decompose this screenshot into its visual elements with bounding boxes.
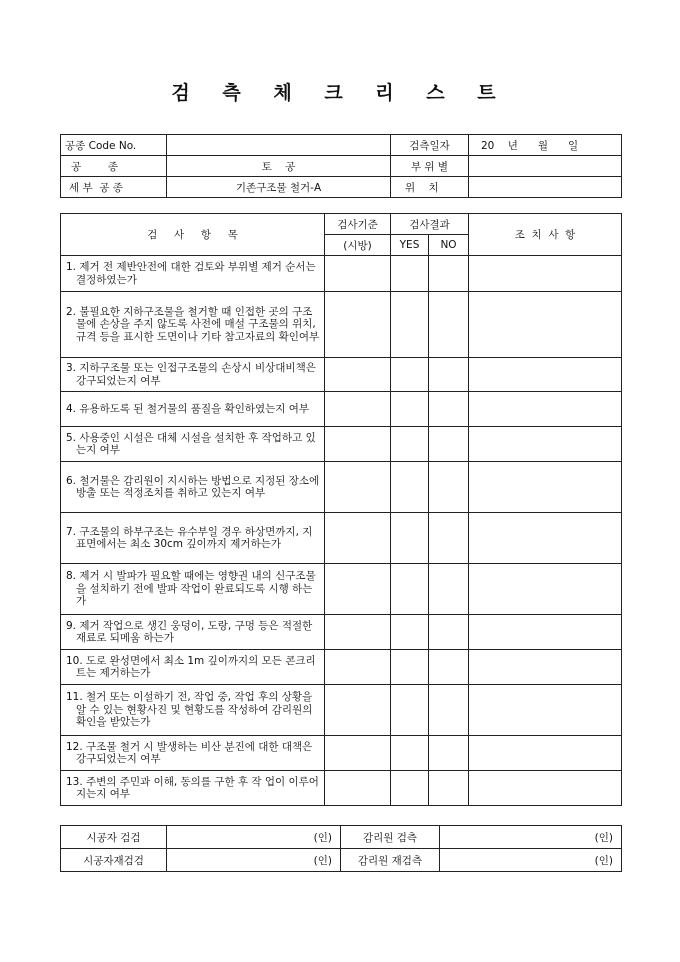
action-cell[interactable] bbox=[469, 392, 622, 427]
no-cell[interactable] bbox=[429, 513, 469, 564]
checklist-item-label: 6. 철거물은 감리원이 지시하는 방법으로 지정된 장소에 방출 또는 적정조치를 취하고 있는지 여부 bbox=[66, 474, 320, 499]
sub-label: 세 부 공 종 bbox=[61, 177, 167, 198]
standard-cell[interactable] bbox=[325, 392, 391, 427]
contractor-check-label: 시공자 검검 bbox=[61, 826, 167, 849]
action-cell[interactable] bbox=[469, 256, 622, 292]
standard-cell[interactable] bbox=[325, 358, 391, 392]
yes-cell[interactable] bbox=[391, 462, 429, 513]
standard-cell[interactable] bbox=[325, 736, 391, 771]
checklist-item-label: 4. 유용하도록 된 철거물의 품질을 확인하였는지 여부 bbox=[66, 402, 310, 415]
checklist-item-text bbox=[61, 256, 325, 292]
standard-cell[interactable] bbox=[325, 685, 391, 736]
header-action: 조 치 사 항 bbox=[469, 214, 622, 256]
checklist-item-text bbox=[61, 358, 325, 392]
contractor-recheck-seal[interactable]: (인) bbox=[167, 849, 341, 872]
no-cell[interactable] bbox=[429, 462, 469, 513]
header-yes: YES bbox=[391, 235, 429, 256]
part-value bbox=[469, 156, 622, 177]
checklist-item-text bbox=[61, 736, 325, 771]
header-item: 검 사 항 목 bbox=[61, 214, 325, 256]
no-cell[interactable] bbox=[429, 771, 469, 806]
checklist-item-label: 12. 구조물 철거 시 발생하는 비산 분진에 대한 대책은 강구되었는지 여부 bbox=[66, 740, 313, 765]
no-cell[interactable] bbox=[429, 650, 469, 685]
contractor-check-seal[interactable]: (인) bbox=[167, 826, 341, 849]
header-standard-bottom: (시방) bbox=[325, 235, 391, 256]
checklist-item-label: 13. 주변의 주민과 이해, 동의를 구한 후 작 업이 이루어지는지 여부 bbox=[66, 775, 319, 800]
checklist-row bbox=[61, 771, 622, 806]
action-cell[interactable] bbox=[469, 427, 622, 462]
supervisor-recheck-seal[interactable]: (인) bbox=[440, 849, 622, 872]
checklist-item-label: 11. 철거 또는 이설하기 전, 작업 중, 작업 후의 상황을 알 수 있는 현황사진 및 현황도를 작성하여 감리원의 확인을 받았는가 bbox=[66, 691, 313, 729]
standard-cell[interactable] bbox=[325, 615, 391, 650]
no-cell[interactable] bbox=[429, 358, 469, 392]
checklist-item-label: 3. 지하구조물 또는 인접구조물의 손상시 비상대비책은 강구되었는지 여부 bbox=[66, 362, 316, 387]
checklist-item-label: 1. 제거 전 제반안전에 대한 검토와 부위별 제거 순서는 결정하였는가 bbox=[66, 261, 316, 286]
yes-cell[interactable] bbox=[391, 685, 429, 736]
header-no: NO bbox=[429, 235, 469, 256]
loc-label: 위 치 bbox=[391, 177, 469, 198]
checklist-item-label: 7. 구조물의 하부구조는 유수부일 경우 하상면까지, 지표면에서는 최소 30cm 깊이까지 제거하는가 bbox=[66, 525, 313, 550]
checklist-item-text bbox=[61, 685, 325, 736]
standard-cell[interactable] bbox=[325, 292, 391, 358]
code-value bbox=[167, 135, 391, 156]
checklist-row bbox=[61, 685, 622, 736]
no-cell[interactable] bbox=[429, 427, 469, 462]
yes-cell[interactable] bbox=[391, 427, 429, 462]
date-value: 20 년 월 일 bbox=[469, 135, 622, 156]
checklist-row bbox=[61, 256, 622, 292]
supervisor-recheck-label: 감리원 재검측 bbox=[341, 849, 440, 872]
no-cell[interactable] bbox=[429, 736, 469, 771]
action-cell[interactable] bbox=[469, 650, 622, 685]
action-cell[interactable] bbox=[469, 564, 622, 615]
checklist-row bbox=[61, 513, 622, 564]
standard-cell[interactable] bbox=[325, 513, 391, 564]
no-cell[interactable] bbox=[429, 564, 469, 615]
yes-cell[interactable] bbox=[391, 358, 429, 392]
yes-cell[interactable] bbox=[391, 736, 429, 771]
work-value: 토 공 bbox=[167, 156, 391, 177]
checklist-item-text bbox=[61, 462, 325, 513]
header-result: 검사결과 bbox=[391, 214, 469, 235]
checklist-row bbox=[61, 427, 622, 462]
page-title: 검 측 체 크 리 스 트 bbox=[171, 82, 509, 104]
checklist-row bbox=[61, 358, 622, 392]
action-cell[interactable] bbox=[469, 292, 622, 358]
no-cell[interactable] bbox=[429, 685, 469, 736]
checklist-item-text bbox=[61, 392, 325, 427]
action-cell[interactable] bbox=[469, 462, 622, 513]
checklist-item-text bbox=[61, 427, 325, 462]
standard-cell[interactable] bbox=[325, 462, 391, 513]
checklist-row bbox=[61, 564, 622, 615]
checklist-row bbox=[61, 615, 622, 650]
sign-table bbox=[60, 825, 622, 872]
yes-cell[interactable] bbox=[391, 650, 429, 685]
checklist-row bbox=[61, 736, 622, 771]
no-cell[interactable] bbox=[429, 292, 469, 358]
action-cell[interactable] bbox=[469, 736, 622, 771]
checklist-item-text bbox=[61, 650, 325, 685]
action-cell[interactable] bbox=[469, 615, 622, 650]
checklist-item-label: 2. 불필요한 지하구조물을 철거할 때 인접한 곳의 구조물에 손상을 주지 않도록 사전에 매설 구조물의 위치, 규격 등을 표시한 도면이나 기타 참고자료의 확인여부 bbox=[66, 305, 320, 343]
date-label: 검측일자 bbox=[391, 135, 469, 156]
sub-value: 기존구조물 철거-A bbox=[167, 177, 391, 198]
standard-cell[interactable] bbox=[325, 256, 391, 292]
work-label: 공 종 bbox=[61, 156, 167, 177]
checklist-item-text bbox=[61, 513, 325, 564]
yes-cell[interactable] bbox=[391, 771, 429, 806]
no-cell[interactable] bbox=[429, 256, 469, 292]
loc-value bbox=[469, 177, 622, 198]
checklist-item-text bbox=[61, 564, 325, 615]
part-label: 부 위 별 bbox=[391, 156, 469, 177]
checklist-row bbox=[61, 392, 622, 427]
action-cell[interactable] bbox=[469, 358, 622, 392]
action-cell[interactable] bbox=[469, 771, 622, 806]
checklist-item-label: 8. 제거 시 발파가 필요할 때에는 영향권 내의 신구조물을 설치하기 전에 발파 작업이 완료되도록 시행 하는가 bbox=[66, 570, 316, 608]
action-cell[interactable] bbox=[469, 685, 622, 736]
contractor-recheck-label: 시공자재검검 bbox=[61, 849, 167, 872]
standard-cell[interactable] bbox=[325, 427, 391, 462]
action-cell[interactable] bbox=[469, 513, 622, 564]
checklist-item-label: 10. 도로 완성면에서 최소 1m 깊이까지의 모든 콘크리트는 제거하는가 bbox=[66, 654, 316, 679]
supervisor-check-label: 감리원 검측 bbox=[341, 826, 440, 849]
yes-cell[interactable] bbox=[391, 256, 429, 292]
checklist-item-text bbox=[61, 771, 325, 806]
checklist-item-label: 9. 제거 작업으로 생긴 웅덩이, 도랑, 구멍 등은 적절한 재료로 되메움 하는가 bbox=[66, 619, 313, 644]
code-label: 공종 Code No. bbox=[61, 135, 167, 156]
info-table bbox=[60, 134, 622, 198]
checklist-row bbox=[61, 462, 622, 513]
yes-cell[interactable] bbox=[391, 513, 429, 564]
yes-cell[interactable] bbox=[391, 615, 429, 650]
standard-cell[interactable] bbox=[325, 650, 391, 685]
checklist-row bbox=[61, 650, 622, 685]
checklist-table bbox=[60, 213, 622, 806]
yes-cell[interactable] bbox=[391, 292, 429, 358]
standard-cell[interactable] bbox=[325, 564, 391, 615]
standard-cell[interactable] bbox=[325, 771, 391, 806]
no-cell[interactable] bbox=[429, 615, 469, 650]
checklist-row bbox=[61, 292, 622, 358]
checklist-item-text bbox=[61, 292, 325, 358]
checklist-item-label: 5. 사용중인 시설은 대체 시설을 설치한 후 작업하고 있는지 여부 bbox=[66, 431, 316, 456]
yes-cell[interactable] bbox=[391, 564, 429, 615]
supervisor-check-seal[interactable]: (인) bbox=[440, 826, 622, 849]
checklist-item-text bbox=[61, 615, 325, 650]
yes-cell[interactable] bbox=[391, 392, 429, 427]
header-standard-top: 검사기준 bbox=[325, 214, 391, 235]
no-cell[interactable] bbox=[429, 392, 469, 427]
